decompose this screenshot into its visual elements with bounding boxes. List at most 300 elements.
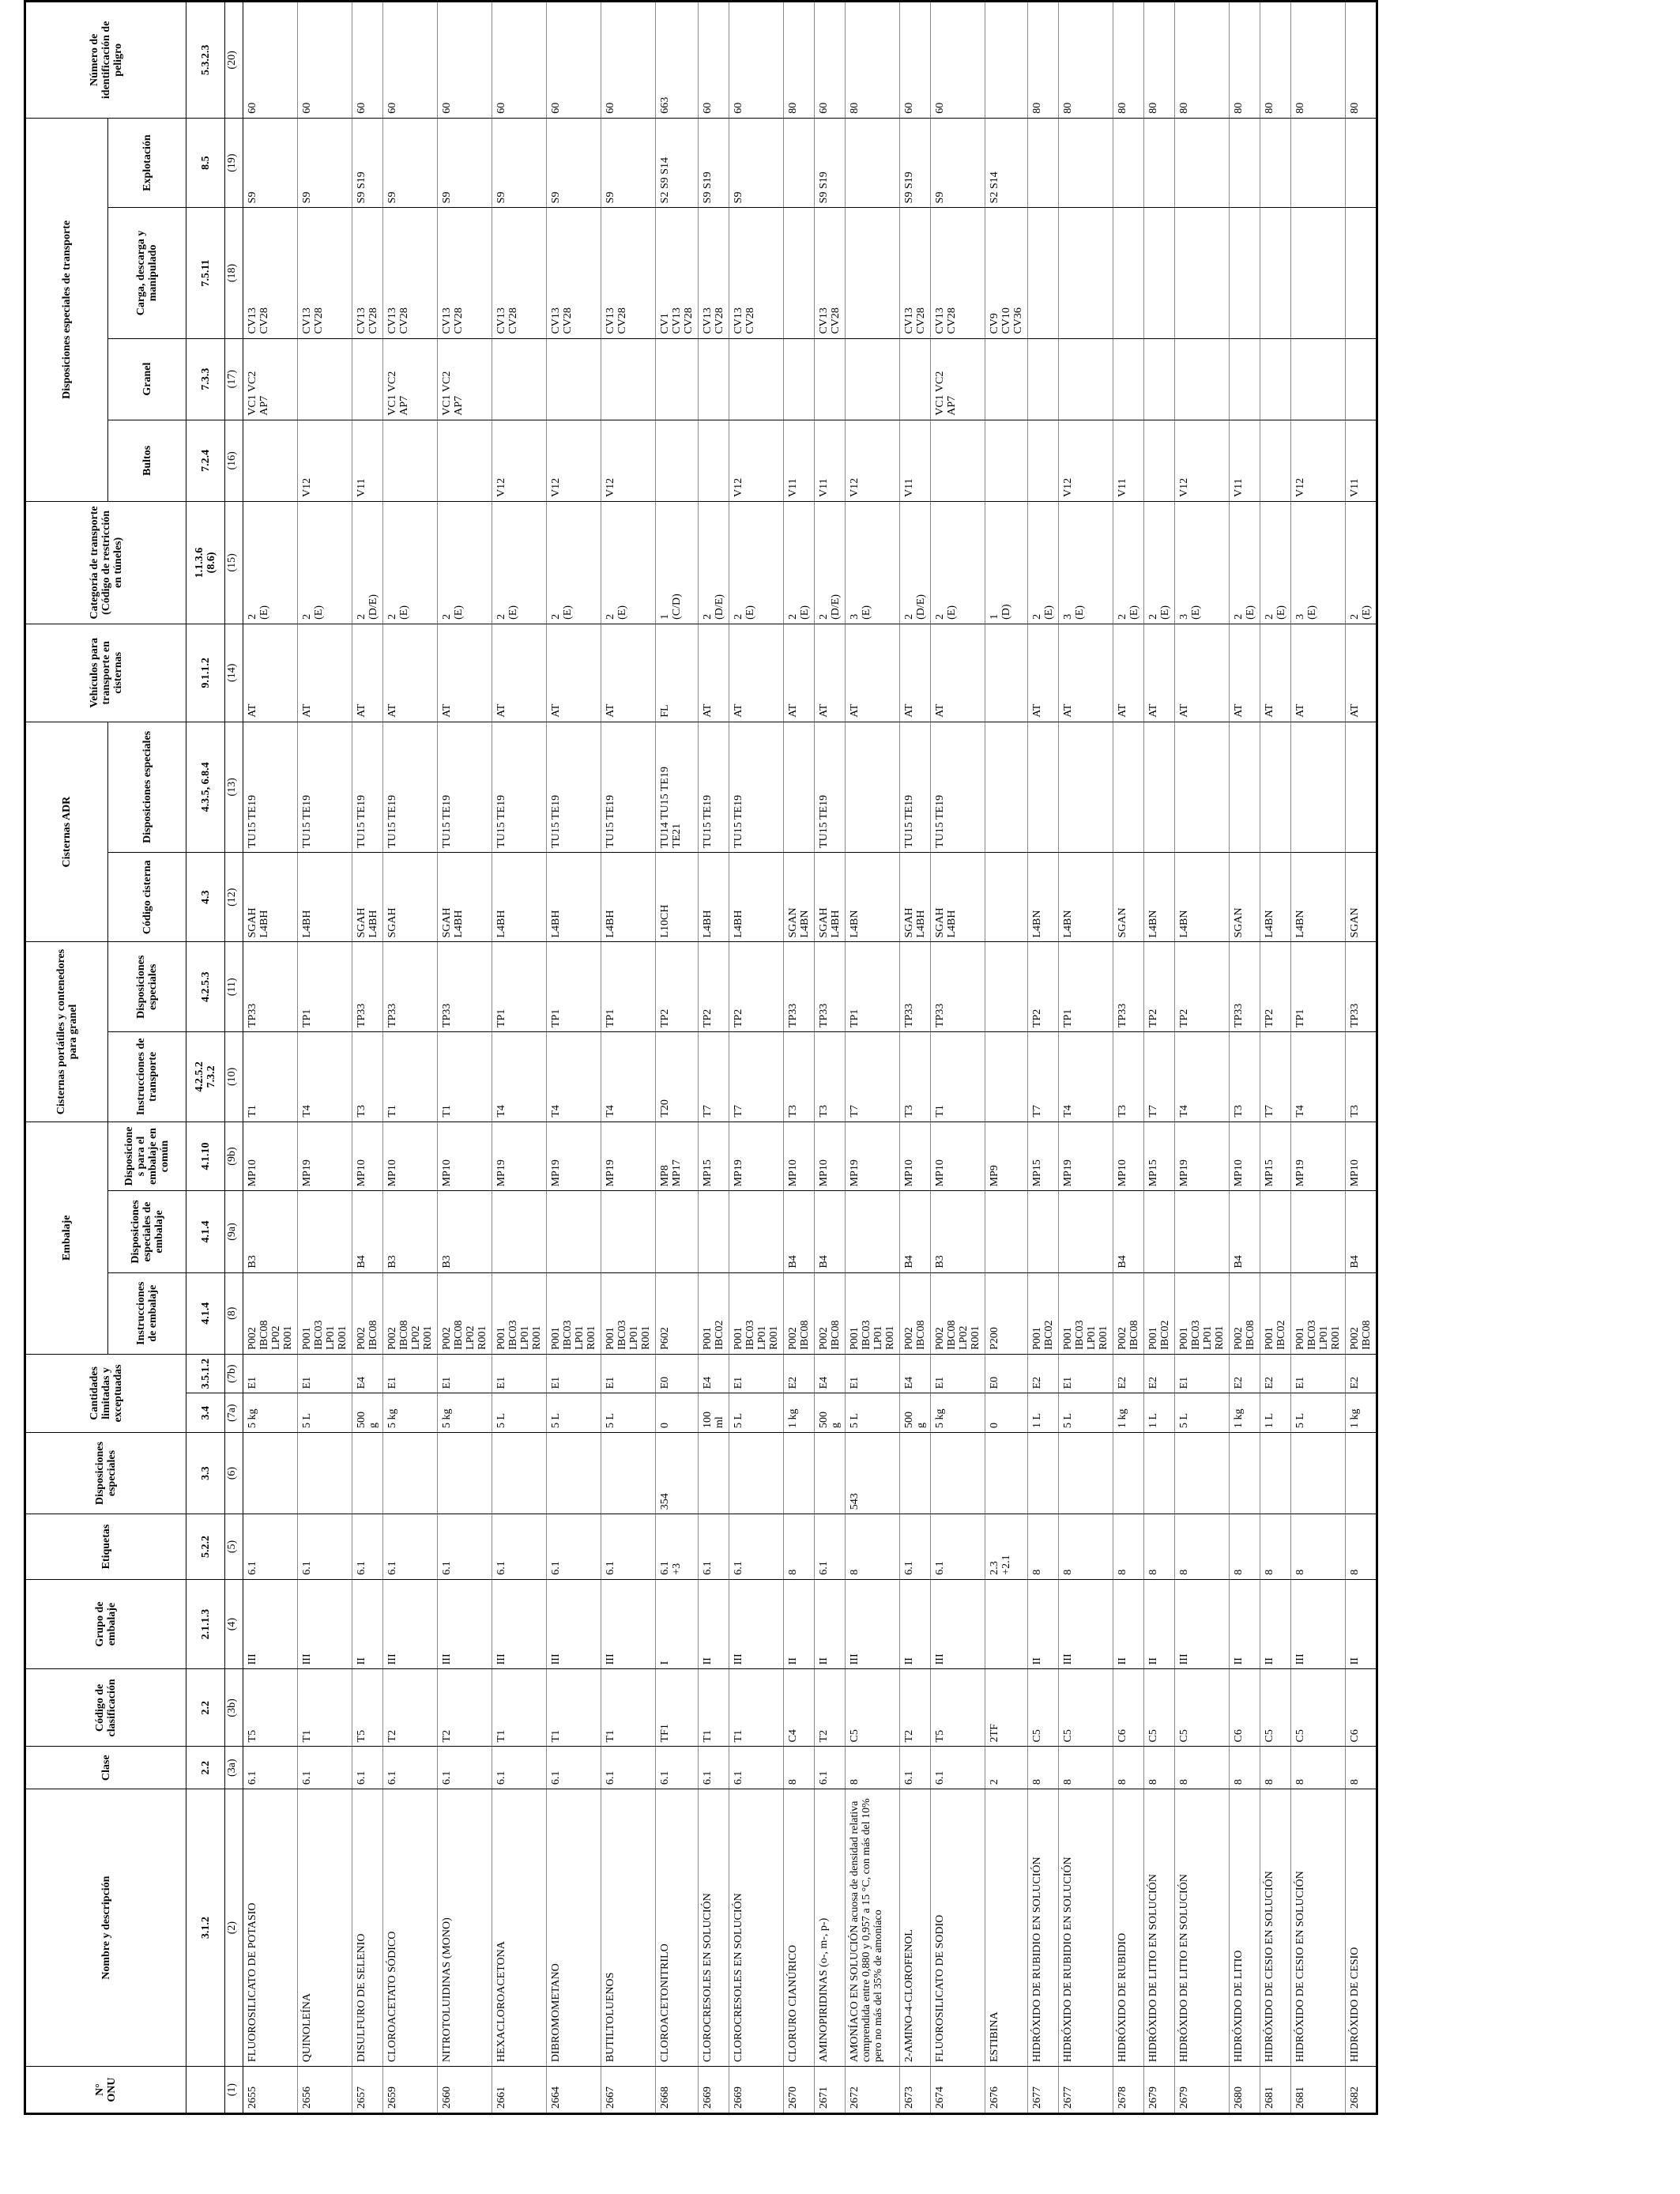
- cell-packing-instructions: P002 IBC08 LP02 R001: [243, 1272, 298, 1354]
- cell-carriage-bulk: [985, 338, 1028, 420]
- header-special-provisions: Disposiciones especiales: [25, 1432, 186, 1514]
- cell-classification-code: T1: [699, 1669, 729, 1747]
- ref-cell: 7.3.3: [186, 338, 225, 420]
- cell-classification-code: T1: [601, 1669, 656, 1747]
- cell-portable-special: TP33: [815, 942, 846, 1032]
- cell-mixed-packing: MP15: [699, 1122, 729, 1191]
- cell-carriage-operation: [1230, 118, 1260, 208]
- cell-hazard-number: 60: [438, 2, 492, 119]
- cell-name: HIDRÓXIDO DE CESIO EN SOLUCIÓN: [1260, 1789, 1291, 2067]
- cell-transport-category: 2 (D/E): [815, 502, 846, 624]
- cell-vehicle: AT: [1113, 624, 1144, 722]
- cell-limited-quantity: 1 L: [1028, 1393, 1059, 1433]
- cell-carriage-loading: [784, 208, 815, 338]
- cell-carriage-operation: [1113, 118, 1144, 208]
- cell-special-provisions: 543: [846, 1432, 900, 1514]
- ref-cell: 4.3.5, 6.8.4: [186, 722, 225, 852]
- cell-carriage-operation: S9 S19: [900, 118, 931, 208]
- cell-vehicle: AT: [298, 624, 352, 722]
- cell-packing-special: B4: [900, 1191, 931, 1272]
- column-index-cell: (3a): [225, 1747, 243, 1789]
- cell-packing-instructions: P002 IBC08 LP02 R001: [931, 1272, 985, 1354]
- cell-vehicle: AT: [438, 624, 492, 722]
- cell-classification-code: T5: [931, 1669, 985, 1747]
- ref-cell: 4.3: [186, 852, 225, 942]
- cell-tank-code: SGAH L4BH: [900, 852, 931, 942]
- cell-carriage-packages: V12: [547, 420, 601, 501]
- cell-limited-quantity: 5 L: [601, 1393, 656, 1433]
- cell-portable-special: TP2: [656, 942, 699, 1032]
- cell-portable-special: TP2: [1028, 942, 1059, 1032]
- cell-name: HIDRÓXIDO DE RUBIDIO EN SOLUCIÓN: [1059, 1789, 1113, 2067]
- cell-name: FLUOROSILICATO DE SODIO: [931, 1789, 985, 2067]
- cell-excepted-quantity: E2: [1028, 1354, 1059, 1393]
- cell-mixed-packing: MP10: [243, 1122, 298, 1191]
- cell-un-number: 2678: [1113, 2067, 1144, 2114]
- cell-name: DIBROMOMETANO: [547, 1789, 601, 2067]
- cell-un-number: 2681: [1291, 2067, 1346, 2114]
- cell-carriage-packages: V11: [815, 420, 846, 501]
- cell-carriage-packages: [699, 420, 729, 501]
- column-index-cell: (7a): [225, 1393, 243, 1433]
- column-index-cell: (8): [225, 1272, 243, 1354]
- cell-tank-code: SGAN L4BN: [784, 852, 815, 942]
- cell-un-number: 2669: [729, 2067, 784, 2114]
- cell-carriage-packages: [656, 420, 699, 501]
- cell-packing-special: [699, 1191, 729, 1272]
- cell-transport-category: 2 (E): [1230, 502, 1260, 624]
- cell-excepted-quantity: E1: [601, 1354, 656, 1393]
- cell-packing-group: III: [1175, 1579, 1230, 1669]
- cell-packing-instructions: P200: [985, 1272, 1028, 1354]
- cell-carriage-packages: [438, 420, 492, 501]
- cell-packing-instructions: P602: [656, 1272, 699, 1354]
- cell-carriage-bulk: [699, 338, 729, 420]
- cell-transport-category: 3 (E): [846, 502, 900, 624]
- cell-carriage-packages: [931, 420, 985, 501]
- cell-packing-special: B3: [438, 1191, 492, 1272]
- cell-labels: 8: [1028, 1514, 1059, 1580]
- cell-carriage-packages: V11: [1230, 420, 1260, 501]
- cell-packing-instructions: P001 IBC03 LP01 R001: [846, 1272, 900, 1354]
- cell-packing-special: [656, 1191, 699, 1272]
- cell-special-provisions: [1059, 1432, 1113, 1514]
- cell-classification-code: C5: [1291, 1669, 1346, 1747]
- cell-carriage-operation: [1028, 118, 1059, 208]
- cell-portable-special: TP33: [900, 942, 931, 1032]
- cell-carriage-loading: [1260, 208, 1291, 338]
- cell-carriage-operation: S9 S19: [699, 118, 729, 208]
- cell-excepted-quantity: E1: [931, 1354, 985, 1393]
- cell-packing-group: III: [492, 1579, 547, 1669]
- ref-cell: [186, 2067, 225, 2114]
- column-index-cell: (18): [225, 208, 243, 338]
- header-bulk: Granel: [108, 338, 186, 420]
- cell-name: ESTIBINA: [985, 1789, 1028, 2067]
- cell-packing-instructions: P001 IBC03 LP01 R001: [492, 1272, 547, 1354]
- cell-tank-code: L4BH: [492, 852, 547, 942]
- column-index-cell: (7b): [225, 1354, 243, 1393]
- cell-hazard-number: 60: [900, 2, 931, 119]
- cell-special-provisions: [1291, 1432, 1346, 1514]
- cell-class: 8: [1346, 1747, 1377, 1789]
- cell-special-provisions: [1028, 1432, 1059, 1514]
- cell-packing-special: B4: [1346, 1191, 1377, 1272]
- cell-classification-code: 2TF: [985, 1669, 1028, 1747]
- cell-special-provisions: [985, 1432, 1028, 1514]
- cell-un-number: 2670: [784, 2067, 815, 2114]
- header-name: Nombre y descripción: [25, 1789, 186, 2067]
- cell-packing-special: [601, 1191, 656, 1272]
- cell-packing-group: II: [1260, 1579, 1291, 1669]
- cell-carriage-loading: [1175, 208, 1230, 338]
- cell-labels: 6.1: [547, 1514, 601, 1580]
- header-code: Código de clasificación: [25, 1669, 186, 1747]
- cell-tank-code: SGAH L4BH: [815, 852, 846, 942]
- cell-mixed-packing: MP10: [352, 1122, 383, 1191]
- cell-packing-group: III: [383, 1579, 438, 1669]
- cell-labels: 8: [784, 1514, 815, 1580]
- ref-cell: 3.1.2: [186, 1789, 225, 2067]
- ref-cell: 2.2: [186, 1669, 225, 1747]
- cell-packing-special: [547, 1191, 601, 1272]
- cell-carriage-operation: S9: [438, 118, 492, 208]
- cell-name: CLOROCRESOLES EN SOLUCIÓN: [729, 1789, 784, 2067]
- cell-excepted-quantity: E4: [699, 1354, 729, 1393]
- ref-cell: 7.2.4: [186, 420, 225, 501]
- table-row: [352, 2, 383, 2114]
- cell-labels: 6.1: [352, 1514, 383, 1580]
- cell-classification-code: C5: [1059, 1669, 1113, 1747]
- column-index-cell: (6): [225, 1432, 243, 1514]
- header-pg: Grupo de embalaje: [25, 1579, 186, 1669]
- table-row: [547, 2, 601, 2114]
- cell-tank-code: L4BN: [1291, 852, 1346, 942]
- column-index-cell: (14): [225, 624, 243, 722]
- cell-carriage-operation: S9: [547, 118, 601, 208]
- cell-class: 6.1: [931, 1747, 985, 1789]
- cell-packing-instructions: P001 IBC02: [1260, 1272, 1291, 1354]
- cell-classification-code: C6: [1346, 1669, 1377, 1747]
- cell-packing-instructions: P001 IBC03 LP01 R001: [547, 1272, 601, 1354]
- cell-un-number: 2673: [900, 2067, 931, 2114]
- cell-transport-category: 2 (E): [1260, 502, 1291, 624]
- cell-labels: 8: [846, 1514, 900, 1580]
- cell-carriage-packages: V12: [846, 420, 900, 501]
- cell-un-number: 2679: [1175, 2067, 1230, 2114]
- column-index-cell: (3b): [225, 1669, 243, 1747]
- cell-transport-instructions: T7: [1260, 1032, 1291, 1122]
- header-loading: Carga, descarga y manipulado: [108, 208, 186, 338]
- cell-hazard-number: 80: [1028, 2, 1059, 119]
- cell-labels: 6.1: [900, 1514, 931, 1580]
- cell-carriage-bulk: [1230, 338, 1260, 420]
- cell-portable-special: [985, 942, 1028, 1032]
- cell-carriage-loading: CV13 CV28: [547, 208, 601, 338]
- cell-carriage-operation: [1059, 118, 1113, 208]
- cell-carriage-packages: V12: [298, 420, 352, 501]
- cell-portable-special: TP33: [1346, 942, 1377, 1032]
- cell-tank-special: [1028, 722, 1059, 852]
- table-row: [438, 2, 492, 2114]
- cell-special-provisions: [352, 1432, 383, 1514]
- cell-tank-special: [1144, 722, 1175, 852]
- cell-carriage-packages: V12: [601, 420, 656, 501]
- cell-hazard-number: 60: [298, 2, 352, 119]
- cell-classification-code: T1: [492, 1669, 547, 1747]
- header-transport-instructions: Instrucciones de transporte: [108, 1032, 186, 1122]
- cell-excepted-quantity: E2: [1113, 1354, 1144, 1393]
- cell-packing-instructions: P002 IBC08: [1113, 1272, 1144, 1354]
- cell-portable-special: TP1: [846, 942, 900, 1032]
- cell-packing-group: II: [1144, 1579, 1175, 1669]
- cell-carriage-bulk: [1346, 338, 1377, 420]
- cell-transport-category: 2 (D/E): [699, 502, 729, 624]
- cell-tank-special: TU15 TE19: [383, 722, 438, 852]
- cell-classification-code: C5: [1028, 1669, 1059, 1747]
- cell-packing-special: [1291, 1191, 1346, 1272]
- cell-transport-category: 3 (E): [1059, 502, 1113, 624]
- cell-carriage-packages: V12: [1175, 420, 1230, 501]
- cell-carriage-packages: V11: [1113, 420, 1144, 501]
- cell-limited-quantity: 5 L: [846, 1393, 900, 1433]
- cell-class: 6.1: [438, 1747, 492, 1789]
- cell-vehicle: AT: [601, 624, 656, 722]
- cell-tank-special: TU15 TE19: [699, 722, 729, 852]
- cell-hazard-number: 80: [1059, 2, 1113, 119]
- cell-hazard-number: 80: [1113, 2, 1144, 119]
- table-row: [1260, 2, 1291, 2114]
- table-row: [1175, 2, 1230, 2114]
- cell-class: 6.1: [699, 1747, 729, 1789]
- cell-classification-code: C6: [1113, 1669, 1144, 1747]
- ref-cell: 4.1.4: [186, 1272, 225, 1354]
- cell-packing-group: II: [784, 1579, 815, 1669]
- cell-transport-category: 2 (E): [298, 502, 352, 624]
- cell-carriage-loading: [1059, 208, 1113, 338]
- cell-un-number: 2668: [656, 2067, 699, 2114]
- cell-carriage-bulk: [1291, 338, 1346, 420]
- cell-class: 8: [1144, 1747, 1175, 1789]
- cell-class: 6.1: [352, 1747, 383, 1789]
- cell-classification-code: C5: [1260, 1669, 1291, 1747]
- table-body: [243, 2, 1377, 2114]
- cell-transport-category: 2 (E): [243, 502, 298, 624]
- cell-packing-group: [985, 1579, 1028, 1669]
- cell-portable-special: TP2: [1175, 942, 1230, 1032]
- cell-class: 6.1: [601, 1747, 656, 1789]
- cell-tank-special: TU15 TE19: [601, 722, 656, 852]
- ref-cell: 2.1.1.3: [186, 1579, 225, 1669]
- cell-carriage-packages: [243, 420, 298, 501]
- cell-hazard-number: 60: [243, 2, 298, 119]
- cell-transport-category: 1 (C/D): [656, 502, 699, 624]
- header-adr-tanks: Cisternas ADR: [25, 722, 108, 942]
- cell-class: 8: [1175, 1747, 1230, 1789]
- cell-carriage-loading: CV13 CV28: [383, 208, 438, 338]
- cell-transport-instructions: T3: [352, 1032, 383, 1122]
- cell-name: HEXACLOROACETONA: [492, 1789, 547, 2067]
- cell-special-provisions: [1346, 1432, 1377, 1514]
- cell-tank-special: TU15 TE19: [547, 722, 601, 852]
- cell-name: HIDRÓXIDO DE RUBIDIO: [1113, 1789, 1144, 2067]
- cell-mixed-packing: MP10: [438, 1122, 492, 1191]
- cell-hazard-number: 663: [656, 2, 699, 119]
- cell-transport-instructions: T1: [383, 1032, 438, 1122]
- cell-limited-quantity: 5 L: [1175, 1393, 1230, 1433]
- cell-carriage-operation: S9: [243, 118, 298, 208]
- cell-name: HIDRÓXIDO DE CESIO EN SOLUCIÓN: [1291, 1789, 1346, 2067]
- ref-cell: 3.5.1.2: [186, 1354, 225, 1393]
- cell-special-provisions: [699, 1432, 729, 1514]
- cell-class: 8: [1291, 1747, 1346, 1789]
- cell-un-number: 2677: [1028, 2067, 1059, 2114]
- column-index-cell: (16): [225, 420, 243, 501]
- cell-name: AMONÍACO EN SOLUCIÓN acuosa de densidad relativa comprendida entre 0,880 y 0,957 a 15 °C, con más del 10% pero no más del 35% de amoníaco: [846, 1789, 900, 2067]
- table-row: [815, 2, 846, 2114]
- cell-transport-instructions: T1: [438, 1032, 492, 1122]
- cell-special-provisions: [729, 1432, 784, 1514]
- cell-packing-group: II: [352, 1579, 383, 1669]
- table-row: [1346, 2, 1377, 2114]
- table-row: [784, 2, 815, 2114]
- header-packing-special: Disposiciones especiales de embalaje: [108, 1191, 186, 1272]
- ref-cell: 5.2.2: [186, 1514, 225, 1580]
- header-tank-code: Código cisterna: [108, 852, 186, 942]
- table-row: [846, 2, 900, 2114]
- cell-special-provisions: [931, 1432, 985, 1514]
- cell-class: 6.1: [656, 1747, 699, 1789]
- cell-carriage-operation: S9 S19: [815, 118, 846, 208]
- cell-special-provisions: [1144, 1432, 1175, 1514]
- cell-transport-category: 2 (E): [1113, 502, 1144, 624]
- cell-packing-group: III: [846, 1579, 900, 1669]
- cell-class: 6.1: [900, 1747, 931, 1789]
- cell-classification-code: C6: [1230, 1669, 1260, 1747]
- cell-tank-code: L4BN: [1260, 852, 1291, 942]
- cell-tank-code: SGAN: [1113, 852, 1144, 942]
- cell-portable-special: TP33: [383, 942, 438, 1032]
- cell-special-provisions: [601, 1432, 656, 1514]
- cell-transport-instructions: T3: [1346, 1032, 1377, 1122]
- table-row: [656, 2, 699, 2114]
- cell-classification-code: T5: [352, 1669, 383, 1747]
- cell-class: 8: [784, 1747, 815, 1789]
- cell-tank-special: TU15 TE19: [931, 722, 985, 852]
- cell-limited-quantity: 5 L: [1291, 1393, 1346, 1433]
- cell-packing-special: B4: [815, 1191, 846, 1272]
- cell-packing-group: II: [1230, 1579, 1260, 1669]
- cell-portable-special: TP2: [1144, 942, 1175, 1032]
- cell-un-number: 2661: [492, 2067, 547, 2114]
- cell-packing-instructions: P001 IBC03 LP01 R001: [1175, 1272, 1230, 1354]
- cell-labels: 6.1 +3: [656, 1514, 699, 1580]
- cell-mixed-packing: MP15: [1028, 1122, 1059, 1191]
- cell-tank-special: [846, 722, 900, 852]
- cell-limited-quantity: 5 L: [729, 1393, 784, 1433]
- cell-packing-special: B4: [352, 1191, 383, 1272]
- cell-limited-quantity: 5 L: [298, 1393, 352, 1433]
- cell-tank-code: L4BN: [1175, 852, 1230, 942]
- header-operation: Explotación: [108, 118, 186, 208]
- table-row: [383, 2, 438, 2114]
- cell-carriage-operation: S2 S14: [985, 118, 1028, 208]
- column-index-cell: (10): [225, 1032, 243, 1122]
- cell-special-provisions: [1175, 1432, 1230, 1514]
- cell-excepted-quantity: E2: [1260, 1354, 1291, 1393]
- cell-portable-special: TP1: [547, 942, 601, 1032]
- cell-name: BUTILTOLUENOS: [601, 1789, 656, 2067]
- cell-transport-instructions: [985, 1032, 1028, 1122]
- cell-tank-special: [1346, 722, 1377, 852]
- header-mixed-packing: Disposicione s para el embalaje en común: [108, 1122, 186, 1191]
- cell-mixed-packing: MP19: [1175, 1122, 1230, 1191]
- cell-classification-code: T1: [729, 1669, 784, 1747]
- cell-limited-quantity: 1 kg: [1230, 1393, 1260, 1433]
- cell-excepted-quantity: E4: [352, 1354, 383, 1393]
- cell-transport-instructions: T7: [1028, 1032, 1059, 1122]
- cell-limited-quantity: 5 kg: [243, 1393, 298, 1433]
- cell-classification-code: T2: [383, 1669, 438, 1747]
- cell-transport-category: 1 (D): [985, 502, 1028, 624]
- cell-carriage-bulk: [298, 338, 352, 420]
- cell-limited-quantity: 1 L: [1260, 1393, 1291, 1433]
- cell-transport-instructions: T4: [1059, 1032, 1113, 1122]
- cell-mixed-packing: MP19: [492, 1122, 547, 1191]
- cell-name: HIDRÓXIDO DE RUBIDIO EN SOLUCIÓN: [1028, 1789, 1059, 2067]
- cell-un-number: 2657: [352, 2067, 383, 2114]
- cell-packing-group: III: [601, 1579, 656, 1669]
- cell-name: CLORURO CIANÚRICO: [784, 1789, 815, 2067]
- cell-excepted-quantity: E2: [1346, 1354, 1377, 1393]
- table-row: [1230, 2, 1260, 2114]
- cell-portable-special: TP2: [699, 942, 729, 1032]
- cell-portable-special: TP2: [729, 942, 784, 1032]
- header-category: Categoría de transporte (Código de restricción en túneles): [25, 502, 186, 624]
- cell-vehicle: AT: [931, 624, 985, 722]
- cell-transport-instructions: T4: [547, 1032, 601, 1122]
- cell-transport-instructions: T7: [699, 1032, 729, 1122]
- cell-labels: 6.1: [699, 1514, 729, 1580]
- cell-carriage-loading: CV13 CV28: [243, 208, 298, 338]
- cell-carriage-operation: [1291, 118, 1346, 208]
- cell-packing-special: B3: [931, 1191, 985, 1272]
- cell-mixed-packing: MP10: [1230, 1122, 1260, 1191]
- cell-class: 8: [1113, 1747, 1144, 1789]
- cell-mixed-packing: MP10: [900, 1122, 931, 1191]
- rotated-page: [24, 0, 1680, 2115]
- cell-transport-category: 3 (E): [1291, 502, 1346, 624]
- cell-mixed-packing: MP8 MP17: [656, 1122, 699, 1191]
- cell-transport-instructions: T7: [846, 1032, 900, 1122]
- cell-carriage-packages: [1028, 420, 1059, 501]
- cell-packing-special: [492, 1191, 547, 1272]
- cell-class: 8: [1028, 1747, 1059, 1789]
- column-index-cell: (17): [225, 338, 243, 420]
- cell-tank-special: TU15 TE19: [298, 722, 352, 852]
- cell-labels: 8: [1260, 1514, 1291, 1580]
- cell-tank-special: [1175, 722, 1230, 852]
- header-portable-tanks: Cisternas portátiles y contenedores para granel: [25, 942, 108, 1122]
- cell-carriage-loading: [846, 208, 900, 338]
- cell-hazard-number: 80: [784, 2, 815, 119]
- cell-name: HIDRÓXIDO DE CESIO: [1346, 1789, 1377, 2067]
- cell-vehicle: AT: [1144, 624, 1175, 722]
- cell-hazard-number: 80: [1260, 2, 1291, 119]
- cell-carriage-operation: [1144, 118, 1175, 208]
- cell-packing-group: III: [243, 1579, 298, 1669]
- cell-classification-code: TF1: [656, 1669, 699, 1747]
